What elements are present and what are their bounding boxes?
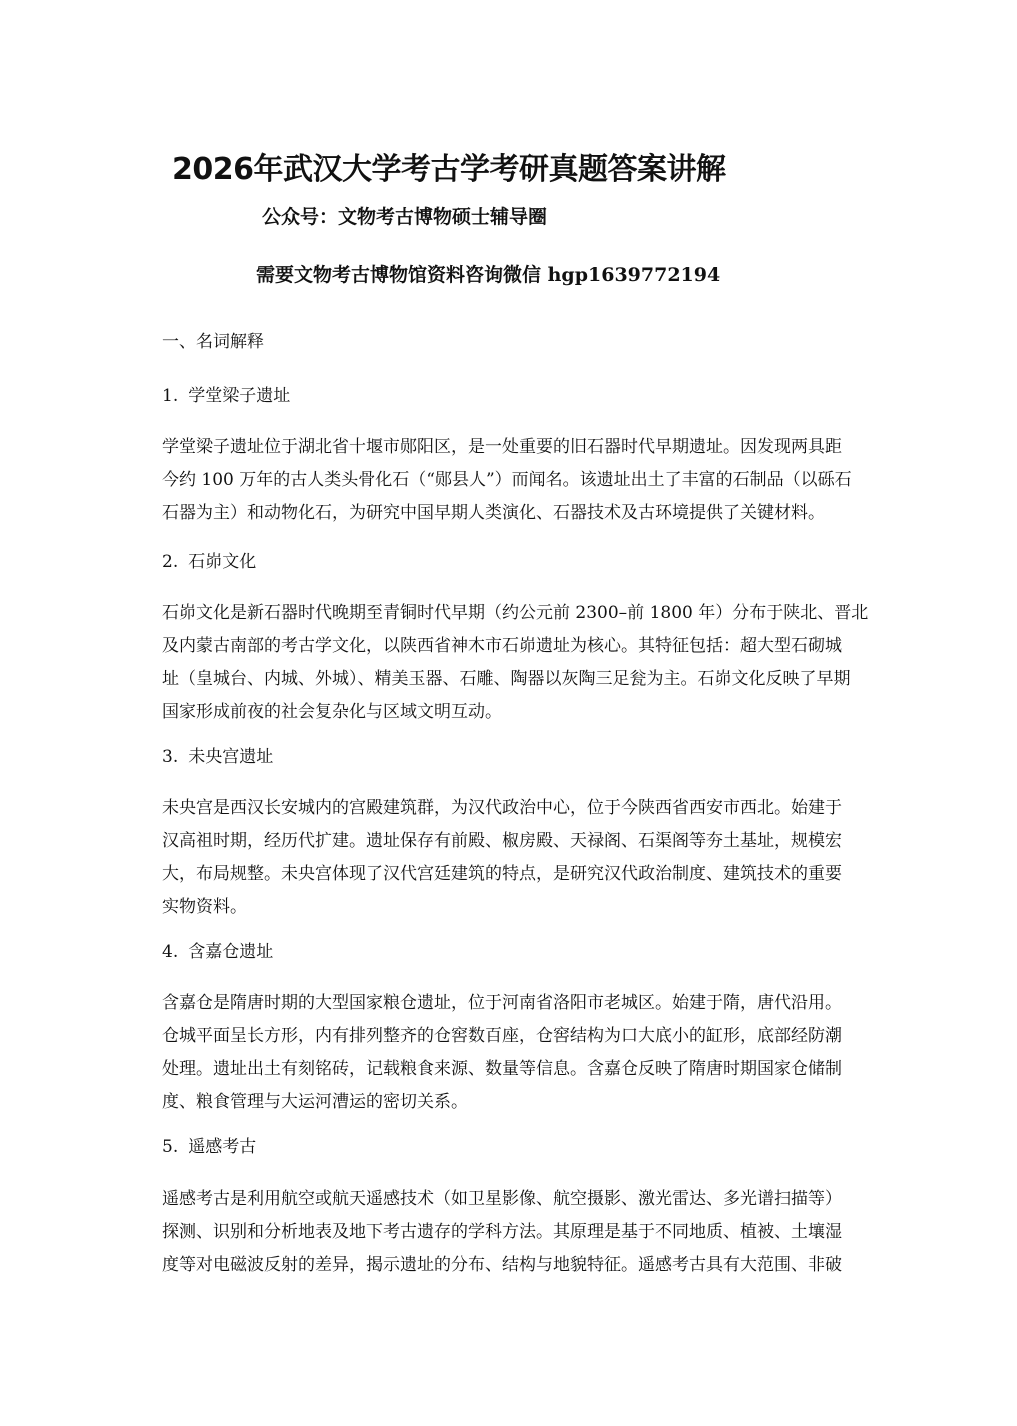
paragraph-line: 国家形成前夜的社会复杂化与区域文明互动。 xyxy=(162,702,502,722)
term-definition xyxy=(162,792,862,924)
paragraph-line: 及内蒙古南部的考古学文化，以陕西省神木市石峁遗址为核心。其特征包括：超大型石砌城 xyxy=(162,636,842,656)
paragraph-line: 汉高祖时期，经历代扩建。遗址保存有前殿、椒房殿、天禄阁、石渠阁等夯土基址，规模宏 xyxy=(162,831,842,851)
section-heading: 一、名词解释 xyxy=(162,332,264,352)
paragraph-line: 大，布局规整。未央宫体现了汉代宫廷建筑的特点，是研究汉代政治制度、建筑技术的重要 xyxy=(162,864,842,884)
term-number: 5. xyxy=(162,1137,179,1157)
paragraph-line: 址（皇城台、内城、外城）、精美玉器、石雕、陶器以灰陶三足瓮为主。石峁文化反映了早期 xyxy=(162,669,851,689)
paragraph-line: 处理。遗址出土有刻铭砖，记载粮食来源、数量等信息。含嘉仓反映了隋唐时期国家仓储制 xyxy=(162,1059,842,1079)
term-number: 2. xyxy=(162,552,179,572)
term-heading xyxy=(162,938,273,966)
term-heading xyxy=(162,743,273,771)
paragraph-line: 含嘉仓是隋唐时期的大型国家粮仓遗址，位于河南省洛阳市老城区。始建于隋，唐代沿用。 xyxy=(162,993,842,1013)
term-definition xyxy=(162,431,862,530)
paragraph-line: 石器为主）和动物化石，为研究中国早期人类演化、石器技术及古环境提供了关键材料。 xyxy=(162,503,825,523)
paragraph-line: 度、粮食管理与大运河漕运的密切关系。 xyxy=(162,1092,468,1112)
term-definition xyxy=(162,1183,862,1282)
contact-line: 需要文物考古博物馆资料咨询微信 hgp1639772194 xyxy=(256,264,721,286)
paragraph-line: 仓城平面呈长方形，内有排列整齐的仓窖数百座，仓窖结构为口大底小的缸形，底部经防潮 xyxy=(162,1026,842,1046)
paragraph-line: 学堂梁子遗址位于湖北省十堰市郧阳区，是一处重要的旧石器时代早期遗址。因发现两具距 xyxy=(162,437,842,457)
paragraph-line: 未央宫是西汉长安城内的宫殿建筑群，为汉代政治中心，位于今陕西省西安市西北。始建于 xyxy=(162,798,842,818)
paragraph-line: 今约 100 万年的古人类头骨化石（“郧县人”）而闻名。该遗址出土了丰富的石制品（以砾石 xyxy=(162,470,852,490)
term-name: 学堂梁子遗址 xyxy=(188,386,291,406)
term-number: 1. xyxy=(162,386,179,406)
term-heading xyxy=(162,1133,256,1161)
document-title: 2026年武汉大学考古学考研真题答案讲解 xyxy=(172,152,726,187)
document-subtitle: 公众号：文物考古博物硕士辅导圈 xyxy=(262,206,548,228)
term-definition xyxy=(162,987,862,1119)
term-heading xyxy=(162,548,256,576)
paragraph-line: 度等对电磁波反射的差异，揭示遗址的分布、结构与地貌特征。遥感考古具有大范围、非破 xyxy=(162,1255,842,1275)
term-name: 石峁文化 xyxy=(188,552,257,572)
term-name: 含嘉仓遗址 xyxy=(188,942,274,962)
paragraph-line: 实物资料。 xyxy=(162,897,247,917)
paragraph-line: 探测、识别和分析地表及地下考古遗存的学科方法。其原理是基于不同地质、植被、土壤湿 xyxy=(162,1222,842,1242)
paragraph-line: 石峁文化是新石器时代晚期至青铜时代早期（约公元前 2300–前 1800 年）分布于陕北、晋北 xyxy=(162,603,869,623)
term-name: 未央宫遗址 xyxy=(188,747,274,767)
term-number: 4. xyxy=(162,942,179,962)
paragraph-line: 遥感考古是利用航空或航天遥感技术（如卫星影像、航空摄影、激光雷达、多光谱扫描等） xyxy=(162,1189,842,1209)
term-definition xyxy=(162,597,869,729)
term-name: 遥感考古 xyxy=(188,1137,257,1157)
term-heading xyxy=(162,382,290,410)
term-number: 3. xyxy=(162,747,179,767)
